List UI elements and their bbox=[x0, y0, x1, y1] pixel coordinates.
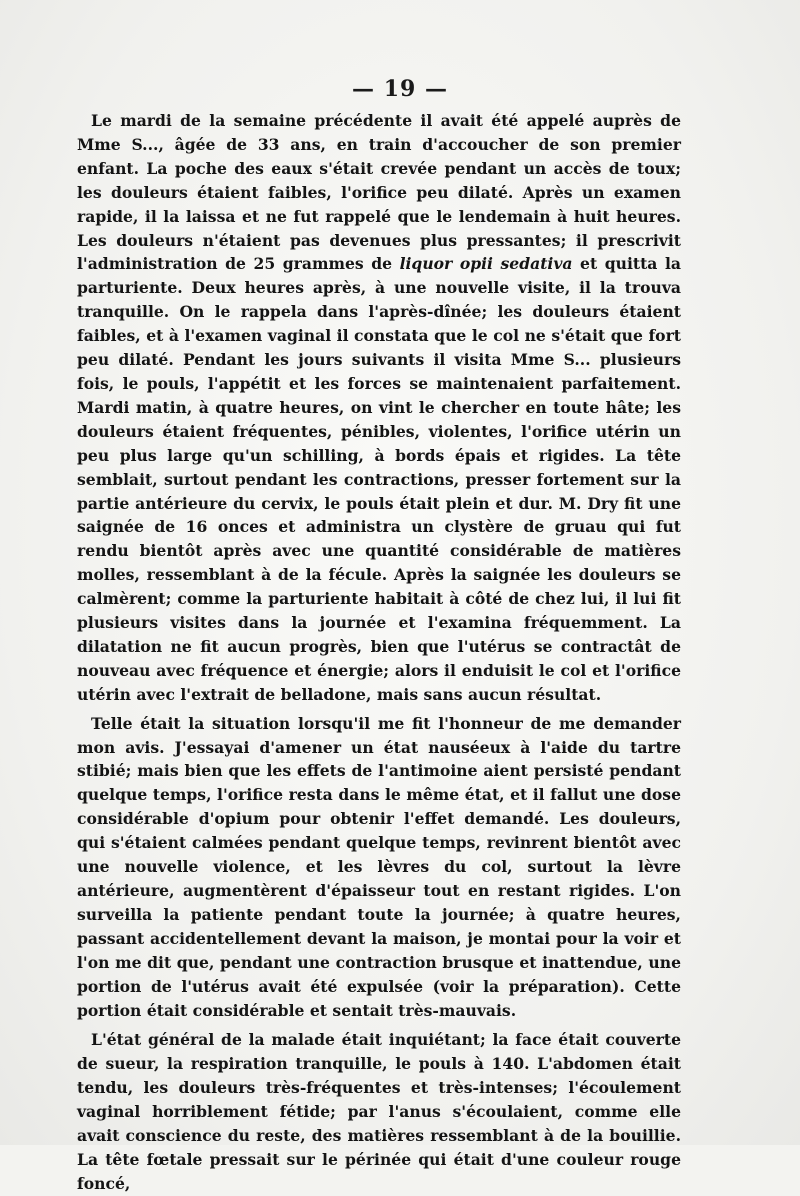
paragraph-2: Telle était la situation lorsqu'il me fit l'honneur de me demander mon avis. J'essayai d'amener un état nauséeux à l'aide du tartre stibié; mais bien que les effets de l'antimoine aient persisté pendant quelque temps, l'orifice resta dans le même état, et il fallut une dose considérable d'opium pour obtenir l'effet demandé. Les douleurs, qui s'étaient calmées pendant quelque temps, revinrent bientôt avec une nouvelle violence, et les lèvres du col, surtout la lèvre antérieure, augmentèrent d'épaisseur tout en restant rigides. L'on surveilla la patiente pendant toute la journée; à quatre heures, passant accidentellement devant la maison, je montai pour la voir et l'on me dit que, pendant une contraction brusque et inattendue, une portion de l'utérus avait été expulsée (voir la préparation). Cette portion était considérable et sentait très-mauvais. bbox=[77, 713, 681, 1020]
paragraph-1-part-1: Le mardi de la semaine précédente il avait été appelé auprès de Mme S..., âgée de 33 ans, en train d'accoucher de son premier enfant. La poche des eaux s'était crevée pendant un accès de toux; les douleurs étaient faibles, l'orifice peu dilaté. Après un examen rapide, il la laissa et ne fut rappelé que le lendemain à huit heures. Les douleurs n'étaient pas devenues plus pressantes; il prescrivit l'administration de 25 grammes de bbox=[77, 111, 681, 274]
paragraph-1-part-3: et quitta la parturiente. Deux heures après, à une nouvelle visite, il la trouva tranquille. On le rappela dans l'après-dînée; les douleurs étaient faibles, et à l'examen vaginal il constata que le col ne s'était que fort peu dilaté. Pendant les jours suivants il visita Mme S... plusieurs fois, le pouls, l'appétit et les forces se maintenaient parfaitement. Mardi matin, à quatre heures, on vint le chercher en toute hâte; les douleurs étaient fréquentes, pénibles, violentes, l'orifice utérin un peu plus large qu'un schilling, à bords épais et rigides. La tête semblait, surtout pendant les contractions, presser fortement sur la partie antérieure du cervix, le pouls était plein et dur. M. Dry fit une saignée de 16 onces et administra un clystère de gruau qui fut rendu bientôt après avec une quantité considérable de matières molles, ressemblant à de la fécule. Après la saignée les douleurs se calmèrent; comme la parturiente habitait à côté de chez lui, il lui fit plusieurs visites dans la journée et l'examina fréquemment. La dilatation ne fit aucun progrès, bien que l'utérus se contractât de nouveau avec fréquence et énergie; alors il enduisit le col et l'orifice utérin avec l'extrait de belladone, mais sans aucun résultat. bbox=[77, 254, 681, 704]
paragraph-3: L'état général de la malade était inquiétant; la face était couverte de sueur, la respiration tranquille, le pouls à 140. L'abdomen était tendu, les douleurs très-fréquentes et très-intenses; l'écoulement vaginal horriblement fétide; par l'anus s'écoulaient, comme elle avait conscience du reste, des matières ressemblant à de la bouillie. La tête fœtale pressait sur le périnée qui était d'une couleur rouge foncé, bbox=[77, 1030, 681, 1193]
paragraph-1 bbox=[77, 109, 681, 707]
body-text bbox=[77, 109, 681, 1196]
page-number: — 19 — bbox=[352, 76, 448, 102]
paragraph-1-italic-term: liquor opii sedativa bbox=[399, 254, 573, 274]
